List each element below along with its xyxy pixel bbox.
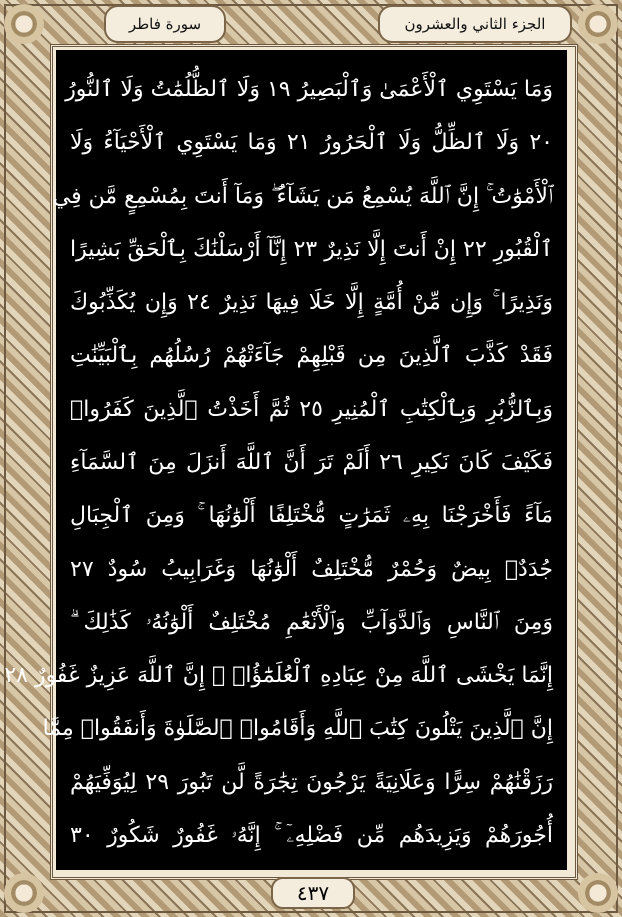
text-line: جُدَدٌۢ بِيضٌ وَحُمْرٌ مُّخْتَلِفٌ أَلْوَٰنُهَا وَغَرَابِيبُ سُودٌ ٢٧ — [70, 556, 553, 582]
page-number: ٤٣٧ — [271, 877, 355, 909]
text-line: مَآءً فَأَخْرَجْنَا بِهِۦ ثَمَرَٰتٍ مُّخْتَلِفًا أَلْوَٰنُهَا ۚ وَمِنَ ٱلْجِبَالِ — [70, 503, 553, 529]
surah-label: سورة فاطر — [104, 5, 226, 43]
corner-ornament-icon — [4, 4, 44, 44]
text-line: وَبِٱلزُّبُرِ وَبِٱلْكِتَٰبِ ٱلْمُنِيرِ ٢٥ ثُمَّ أَخَذْتُ ٱلَّذِينَ كَفَرُوا۟ — [70, 396, 553, 422]
corner-ornament-icon — [578, 4, 618, 44]
text-line: ٱلْأَمْوَٰتُ ۚ إِنَّ ٱللَّهَ يُسْمِعُ مَن يَشَآءُ ۖ وَمَآ أَنتَ بِمُسْمِعٍ مَّن فِي — [52, 183, 553, 209]
juz-label: الجزء الثاني والعشرون — [378, 5, 572, 43]
text-line: وَنَذِيرًا ۚ وَإِن مِّنْ أُمَّةٍ إِلَّا خَلَا فِيهَا نَذِيرٌ ٢٤ وَإِن يُكَذِّبُوكَ — [70, 290, 553, 316]
text-line: رَزَقْنَٰهُمْ سِرًّا وَعَلَانِيَةً يَرْجُونَ تِجَٰرَةً لَّن تَبُورَ ٢٩ لِيُوَفِّيَهُمْ — [70, 769, 553, 795]
text-line: إِنَّمَا يَخْشَى ٱللَّهَ مِنْ عِبَادِهِ ٱلْعُلَمَٰٓؤُا۟ ۗ إِنَّ ٱللَّهَ عَزِيزٌ غَفُورٌ ٢٨ — [4, 663, 553, 689]
text-line: فَقَدْ كَذَّبَ ٱلَّذِينَ مِن قَبْلِهِمْ جَآءَتْهُمْ رُسُلُهُم بِٱلْبَيِّنَٰتِ — [70, 343, 553, 369]
text-line: أُجُورَهُمْ وَيَزِيدَهُم مِّن فَضْلِهِۦٓ ۚ إِنَّهُۥ غَفُورٌ شَكُورٌ ٣٠ — [70, 822, 553, 848]
text-line: ٱلْقُبُورِ ٢٢ إِنْ أَنتَ إِلَّا نَذِيرٌ ٢٣ إِنَّآ أَرْسَلْنَٰكَ بِٱلْحَقِّ بَشِيرًا — [70, 236, 554, 262]
text-line: وَمَا يَسْتَوِي ٱلْأَعْمَىٰ وَٱلْبَصِيرُ ١٩ وَلَا ٱلظُّلُمَٰتُ وَلَا ٱلنُّورُ — [65, 77, 553, 102]
text-line: إِنَّ ٱلَّذِينَ يَتْلُونَ كِتَٰبَ ٱللَّهِ وَأَقَامُوا۟ ٱلصَّلَوٰةَ وَأَنفَقُوا۟ مِمَّا — [42, 716, 553, 742]
corner-ornament-icon — [4, 873, 44, 913]
corner-ornament-icon — [578, 873, 618, 913]
quran-text-panel — [4, 50, 567, 870]
text-line: فَكَيْفَ كَانَ نَكِيرِ ٢٦ أَلَمْ تَرَ أَنَّ ٱللَّهَ أَنزَلَ مِنَ ٱلسَّمَآءِ — [70, 449, 553, 475]
text-line: ٢٠ وَلَا ٱلظِّلُّ وَلَا ٱلْحَرُورُ ٢١ وَمَا يَسْتَوِي ٱلْأَحْيَآءُ وَلَا — [70, 130, 553, 156]
text-line: وَمِنَ ٱلنَّاسِ وَٱلدَّوَآبِّ وَٱلْأَنْعَٰمِ مُخْتَلِفٌ أَلْوَٰنُهُۥ كَذَٰلِكَ ۗ — [70, 609, 553, 635]
